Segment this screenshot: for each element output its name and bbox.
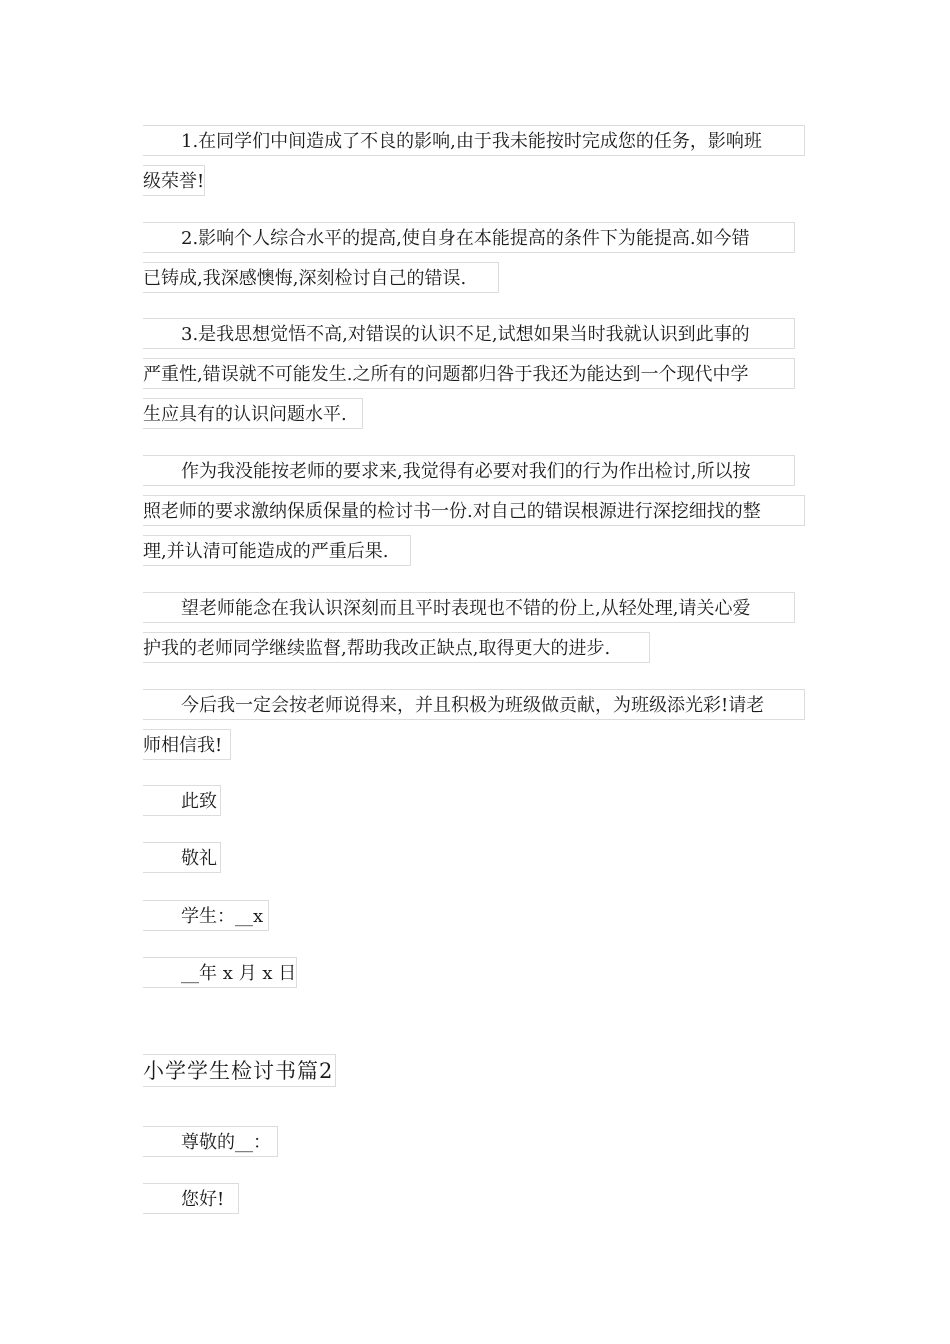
signature-student [143,900,805,940]
paragraph-line: 理,并认清可能造成的严重后果. [143,535,411,566]
closing-ci-zhi [143,785,805,825]
paragraph-3 [143,318,805,438]
paragraph-line: 您好! [143,1183,239,1214]
paragraph-line: 尊敬的__： [143,1126,278,1157]
paragraph-line: 此致 [143,785,221,816]
paragraph-line: 2.影响个人综合水平的提高,使自身在本能提高的条件下为能提高.如今错 [143,222,795,253]
paragraph-line: 作为我没能按老师的要求来,我觉得有必要对我们的行为作出检讨,所以按 [143,455,795,486]
paragraph-line: 严重性,错误就不可能发生.之所有的问题都归咎于我还为能达到一个现代中学 [143,358,795,389]
paragraph-line: 3.是我思想觉悟不高,对错误的认识不足,试想如果当时我就认识到此事的 [143,318,795,349]
paragraph-2 [143,222,805,302]
paragraph-line: 级荣誉! [143,165,205,196]
greeting [143,1183,805,1223]
paragraph-line: 今后我一定会按老师说得来，并且积极为班级做贡献，为班级添光彩!请老 [143,689,805,720]
paragraph-6 [143,689,805,769]
paragraph-line: 敬礼 [143,842,221,873]
paragraph-line: __年 x 月 x 日 [143,957,297,988]
paragraph-line: 护我的老师同学继续监督,帮助我改正缺点,取得更大的进步. [143,632,650,663]
paragraph-line: 学生：__x [143,900,269,931]
paragraph-line: 师相信我! [143,729,231,760]
closing-jing-li [143,842,805,882]
section-heading: 小学学生检讨书篇2 [143,1054,336,1087]
paragraph-line: 生应具有的认识问题水平. [143,398,363,429]
paragraph-1 [143,125,805,205]
paragraph-line: 已铸成,我深感懊悔,深刻检讨自己的错误. [143,262,499,293]
salutation [143,1126,805,1166]
paragraph-5 [143,592,805,672]
paragraph-line: 1.在同学们中间造成了不良的影响,由于我未能按时完成您的任务，影响班 [143,125,805,156]
paragraph-line: 望老师能念在我认识深刻而且平时表现也不错的份上,从轻处理,请关心爱 [143,592,795,623]
signature-date [143,957,805,997]
paragraph-4 [143,455,805,575]
paragraph-line: 照老师的要求激纳保质保量的检讨书一份.对自己的错误根源进行深挖细找的整 [143,495,805,526]
